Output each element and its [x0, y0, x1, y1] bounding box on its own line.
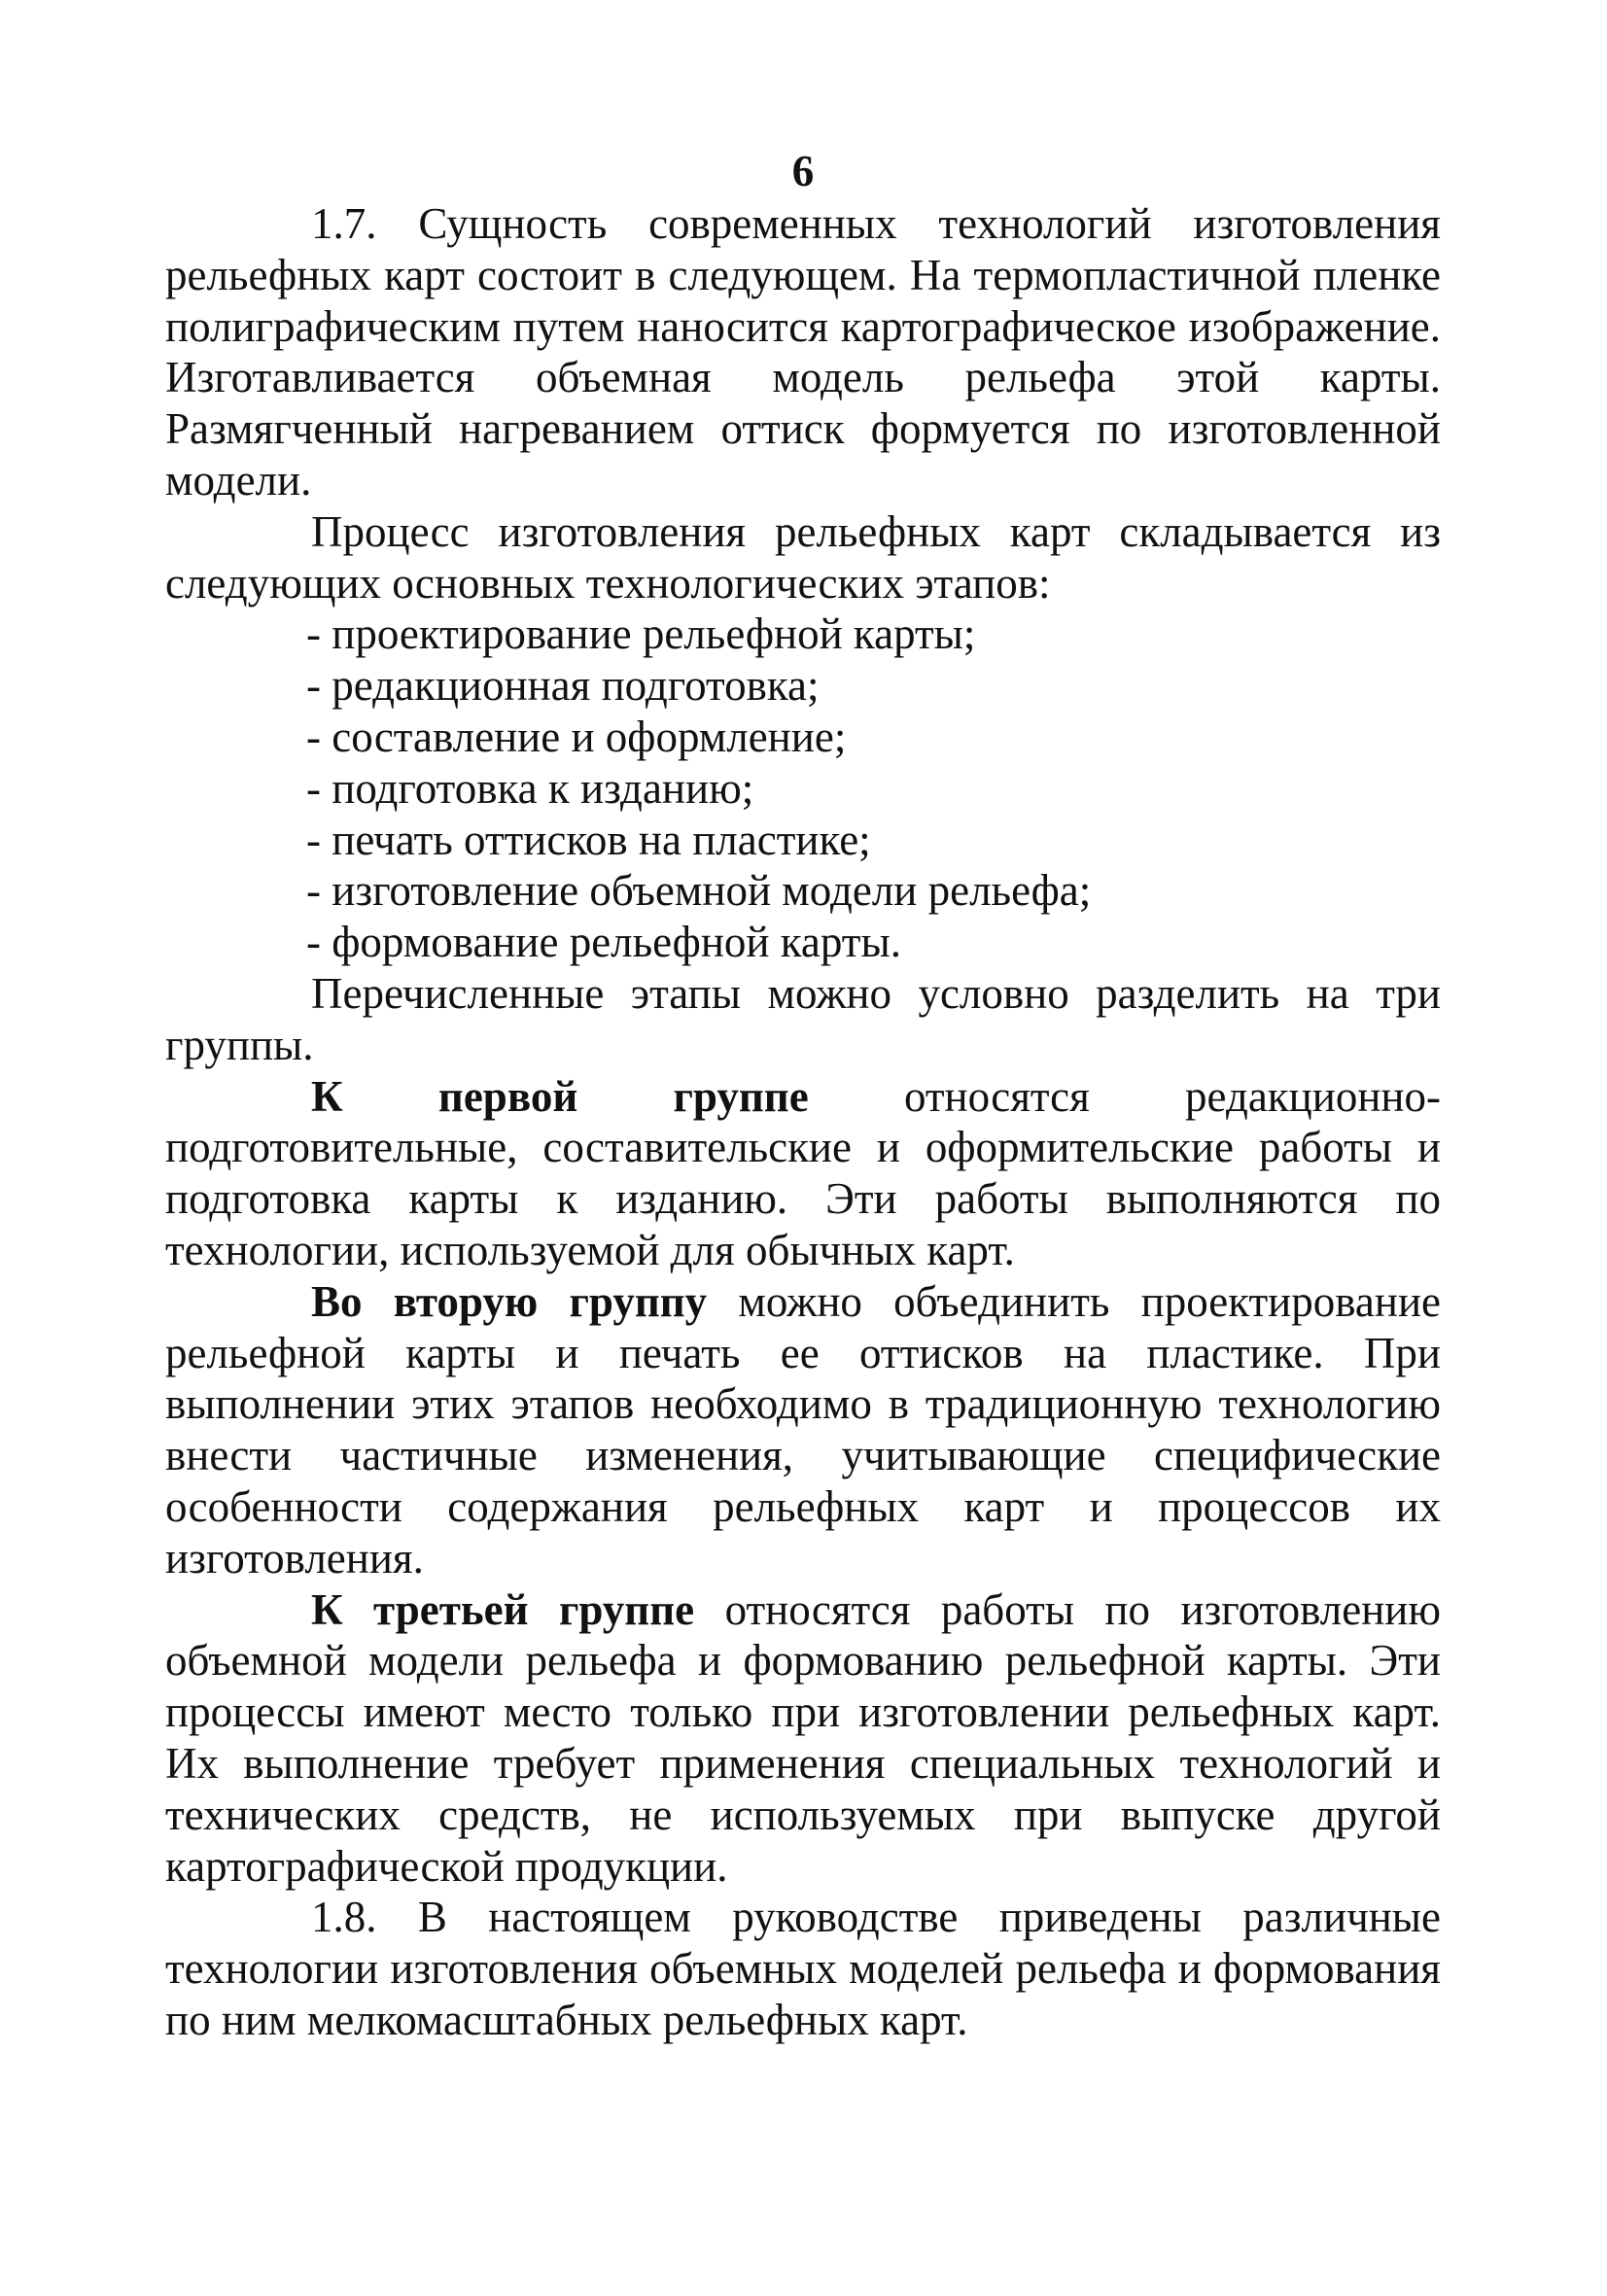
document-page [165, 146, 1441, 2046]
paragraph-1-8: 1.8. В настоящем руководстве приведены различные технологии изготовления объемных моделей рельефа и формования по ним мелкомасштабных рельефных карт. [165, 1893, 1441, 2044]
list-item: - редакционная подготовка; [306, 661, 820, 711]
group-2-term: Во вторую группу [311, 1276, 708, 1326]
paragraph-group-1 [165, 1071, 1441, 1276]
paragraph-group-2 [165, 1276, 1441, 1584]
group-2-text: можно объединить проектирование рельефной карты и печать ее оттисков на пластике. При выполнении этих этапов необходимо в традиционную технологию внести частичные изменения, учитывающие специфические особенности содержания рельефных карт и процессов их изготовления. [165, 1276, 1441, 1583]
list-item: - формование рельефной карты. [306, 918, 901, 967]
list-item: - подготовка к изданию; [306, 763, 754, 813]
list-item: - изготовление объемной модели рельефа; [306, 866, 1092, 916]
stages-list [165, 609, 1441, 968]
page-number: 6 [791, 147, 815, 195]
group-1-text: относятся редакционно- подготовительные, составительские и оформительские работы и подготовка карты к изданию. Эти работы выполняются по технологии, используемой для обычных карт. [165, 1071, 1441, 1274]
group-1-term: К первой группе [311, 1071, 809, 1121]
paragraph-groups-intro: Перечисленные этапы можно условно разделить на три группы. [165, 968, 1441, 1069]
list-item: - печать оттисков на пластике; [306, 815, 871, 864]
group-3-text: относятся работы по изготовлению объемной модели рельефа и формованию рельефной карты. Эти процессы имеют место только при изготовлении рельефных карт. Их выполнение требует применения специальных технологий и технических средств, не используемых при выпуске другой картографической продукции. [165, 1584, 1441, 1891]
paragraph-group-3 [165, 1584, 1441, 1893]
list-item: - составление и оформление; [306, 712, 847, 761]
list-item: - проектирование рельефной карты; [306, 609, 976, 659]
paragraph-process: Процесс изготовления рельефных карт складывается из следующих основных технологических этапов: [165, 506, 1441, 608]
group-3-term: К третьей группе [311, 1584, 695, 1634]
paragraph-1-7: 1.7. Сущность современных технологий изготовления рельефных карт состоит в следующем. На термопластичной пленке полиграфическим путем наносится картографическое изображение. Изготавливается объемная модель рельефа этой карты. Размягченный нагреванием оттиск формуется по изготовленной модели. [165, 199, 1441, 504]
